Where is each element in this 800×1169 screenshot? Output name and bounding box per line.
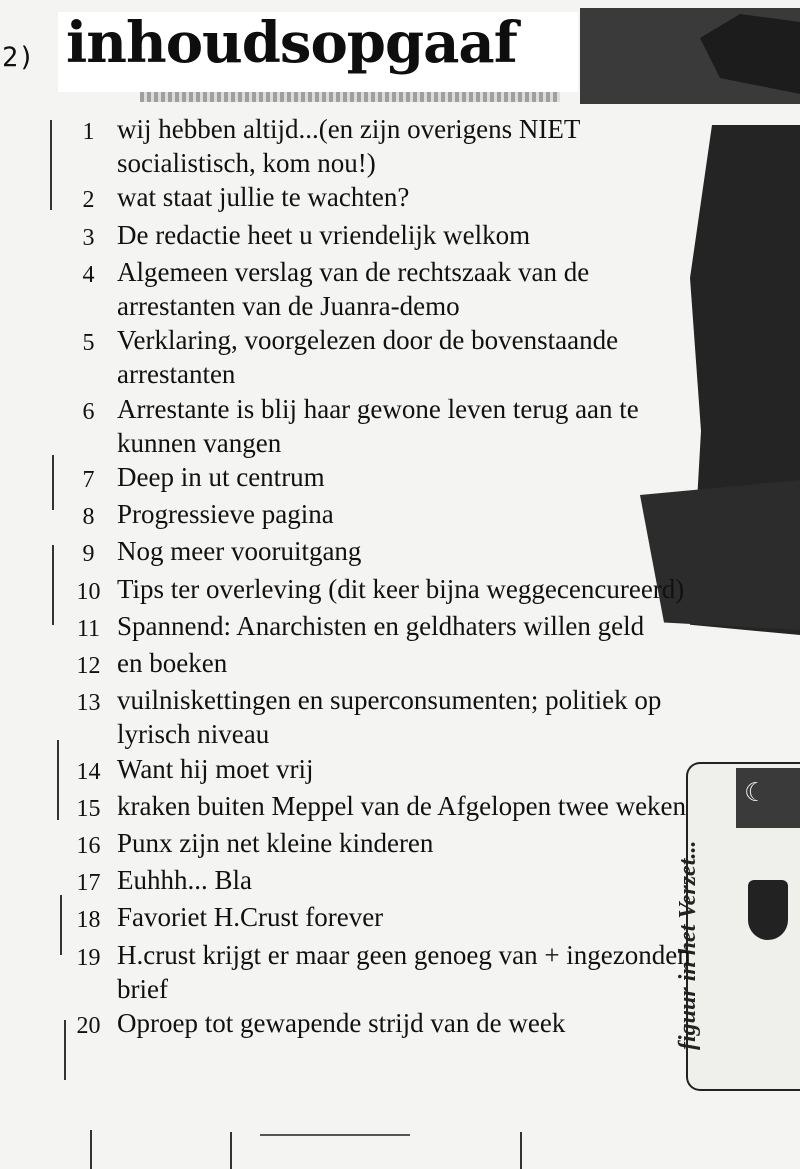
toc-entry-title: Algemeen verslag van de rechtszaak van de arrestanten van de Juanra-demo <box>117 256 590 322</box>
toc-entry-number: 19 <box>76 944 101 971</box>
toc-entry-number: 12 <box>76 653 101 680</box>
toc-entry-title: Euhhh... Bla <box>117 865 252 896</box>
toc-entry-title: Deep in ut centrum <box>117 462 325 493</box>
toc-entry-number: 1 <box>82 119 95 145</box>
toc-entry <box>60 572 700 609</box>
toc-entry <box>60 112 700 180</box>
toc-entry-number: 11 <box>76 615 101 642</box>
toc-entry <box>60 497 700 534</box>
toc-entry-title: Oproep tot gewapende strijd van de week <box>117 1008 566 1039</box>
toc-entry-title: wij hebben altijd...(en zijn overigens NIET socialistisch, kom nou!) <box>117 114 580 179</box>
toc-entry-title: Spannend: Anarchisten en geldhaters willen geld <box>117 610 645 641</box>
toc-entry <box>60 752 700 789</box>
toc-entry-number: 13 <box>76 690 101 717</box>
toc-entry-number: 16 <box>76 833 101 860</box>
divider <box>230 1132 232 1169</box>
toc-entry-title: Verklaring, voorgelezen door de bovenstaande arrestanten <box>117 325 619 390</box>
top-hat-figure <box>748 880 788 940</box>
toc-entry-number: 20 <box>76 1013 101 1040</box>
bottom-clipping-strip <box>60 1120 800 1169</box>
toc-entry <box>60 180 700 217</box>
toc-entry <box>60 900 700 937</box>
toc-entry-title: vuilniskettingen en superconsumenten; politiek op lyrisch niveau <box>117 685 662 750</box>
toc-entry-number: 5 <box>82 330 95 357</box>
toc-entry <box>60 323 700 391</box>
toc-entry-title: Progressieve pagina <box>117 499 334 530</box>
toc-entry <box>60 609 700 646</box>
toc-entry-number: 3 <box>82 224 95 251</box>
toc-entry <box>60 683 700 751</box>
toc-entry-number: 6 <box>82 398 95 425</box>
toc-entry <box>60 863 700 900</box>
toc-entry-number: 2 <box>82 187 95 214</box>
divider <box>90 1130 92 1169</box>
toc-entry <box>60 1006 700 1043</box>
toc-entry-number: 10 <box>76 578 101 605</box>
toc-entry <box>60 534 700 571</box>
toc-entry-title: en boeken <box>117 648 228 679</box>
toc-entry <box>60 646 700 683</box>
title-underline <box>140 92 560 102</box>
toc-entry <box>60 255 700 323</box>
toc-entry-number: 8 <box>82 504 95 531</box>
toc-entry-number: 9 <box>82 541 95 568</box>
toc-entry <box>60 392 700 460</box>
toc-entry <box>60 826 700 863</box>
toc-entry <box>60 460 700 497</box>
moon-icon: ☾ <box>744 778 768 807</box>
toc-entry-title: kraken buiten Meppel van de Afgelopen twee weken <box>117 790 687 821</box>
toc-entry-title: De redactie heet u vriendelijk welkom <box>117 219 531 250</box>
toc-entry-number: 4 <box>82 261 95 288</box>
divider <box>520 1132 522 1169</box>
divider <box>260 1134 410 1136</box>
margin-line <box>52 545 54 625</box>
toc-entry-title: Nog meer vooruitgang <box>117 536 362 567</box>
toc-entry-title: Favoriet H.Crust forever <box>117 902 384 933</box>
margin-line <box>50 120 52 210</box>
toc-entry <box>60 218 700 255</box>
page-number: 2) <box>2 42 35 73</box>
toc-entry-number: 18 <box>76 907 101 934</box>
toc-entry <box>60 938 700 1006</box>
table-of-contents <box>60 112 700 1043</box>
toc-entry-title: H.crust krijgt er maar geen genoeg van + ingezonden brief <box>117 939 691 1004</box>
toc-entry-number: 17 <box>76 870 101 897</box>
toc-entry <box>60 789 700 826</box>
toc-entry-title: Arrestante is blij haar gewone leven terug aan te kunnen vangen <box>117 393 639 458</box>
page-title: inhoudsopgaaf <box>66 10 517 76</box>
cartoon-caption: figuur in het Verzet... <box>675 840 701 1050</box>
toc-entry-number: 15 <box>76 795 101 822</box>
toc-entry-title: wat staat jullie te wachten? <box>117 182 410 213</box>
toc-entry-title: Want hij moet vrij <box>117 753 314 784</box>
toc-entry-number: 14 <box>76 758 101 785</box>
toc-entry-title: Tips ter overleving (dit keer bijna weggecencureerd) <box>117 573 685 604</box>
margin-line <box>57 740 59 820</box>
margin-line <box>52 455 54 510</box>
toc-entry-title: Punx zijn net kleine kinderen <box>117 828 434 859</box>
toc-entry-number: 7 <box>82 467 95 494</box>
